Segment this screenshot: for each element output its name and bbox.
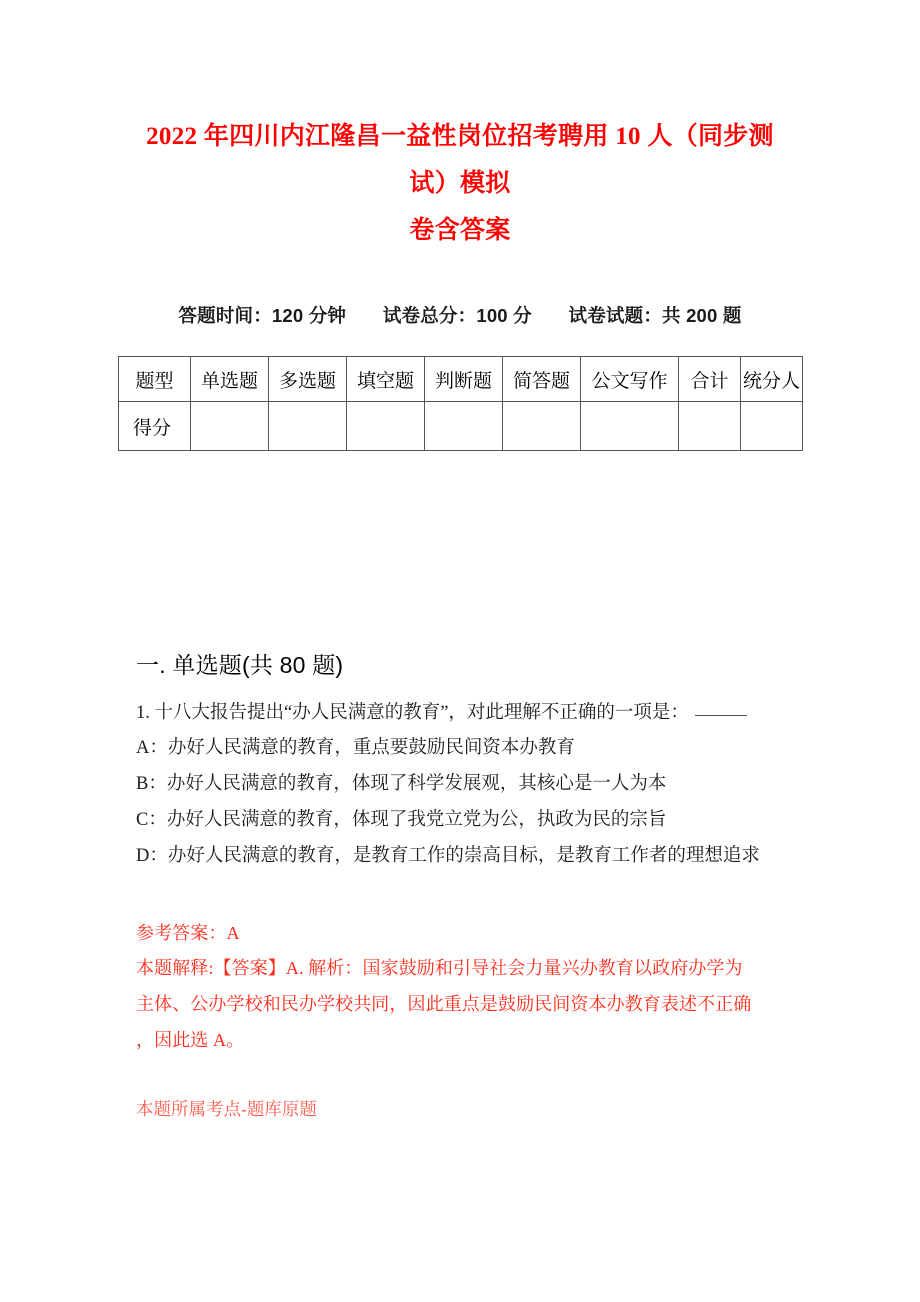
explanation-line: 主体、公办学校和民办学校共同，因此重点是鼓励民间资本办教育表述不正确: [136, 994, 752, 1014]
section-heading-single-choice: 一. 单选题(共 80 题): [136, 652, 344, 678]
table-row-header: [119, 357, 803, 402]
table-row-label-score: 得分: [119, 402, 191, 451]
question-option-c[interactable]: C：办好人民满意的教育，体现了我党立党为公，执政为民的宗旨: [136, 810, 667, 830]
table-header-cell: 统分人: [741, 357, 803, 402]
score-cell-official-writing[interactable]: [581, 402, 679, 451]
question-option-a[interactable]: A：办好人民满意的教育，重点要鼓励民间资本办教育: [136, 738, 575, 758]
exam-question-count: 试卷试题：共 200 题: [568, 305, 742, 326]
document-title: [0, 0, 920, 254]
score-cell-single-choice[interactable]: [191, 402, 269, 451]
score-cell-grader[interactable]: [741, 402, 803, 451]
score-cell-multi-choice[interactable]: [269, 402, 347, 451]
explanation-line: ，因此选 A。: [136, 1030, 245, 1050]
answer-blank-underline[interactable]: [695, 715, 747, 716]
exam-meta: [0, 302, 920, 328]
question-option-b[interactable]: B：办好人民满意的教育，体现了科学发展观，其核心是一人为本: [136, 774, 667, 794]
score-table-container: [0, 356, 920, 451]
question-block: [0, 696, 920, 874]
answer-area: [0, 916, 920, 1058]
table-header-cell: 公文写作: [581, 357, 679, 402]
table-header-cell: 题型: [119, 357, 191, 402]
table-row: [119, 402, 803, 451]
document-title-line-2: 卷含答案: [409, 217, 511, 244]
question-stem: [136, 696, 790, 730]
table-header-cell: 单选题: [191, 357, 269, 402]
score-cell-total[interactable]: [679, 402, 741, 451]
exam-duration: 答题时间：120 分钟: [178, 305, 347, 326]
reference-answer: 参考答案：A: [136, 923, 240, 943]
exam-total-points: 试卷总分：100 分: [382, 305, 532, 326]
score-cell-true-false[interactable]: [425, 402, 503, 451]
score-cell-fill-blank[interactable]: [347, 402, 425, 451]
table-header-cell: 判断题: [425, 357, 503, 402]
explanation-line: 本题解释:【答案】A. 解析：国家鼓励和引导社会力量兴办教育以政府办学为: [136, 958, 743, 978]
question-stem-text: 1. 十八大报告提出“办人民满意的教育”，对此理解不正确的一项是：: [136, 703, 689, 723]
question-option-d[interactable]: D：办好人民满意的教育，是教育工作的崇高目标，是教育工作者的理想追求: [136, 846, 760, 866]
score-cell-short-answer[interactable]: [503, 402, 581, 451]
table-header-cell: 简答题: [503, 357, 581, 402]
table-header-cell: 填空题: [347, 357, 425, 402]
knowledge-point: 本题所属考点-题库原题: [136, 1099, 317, 1119]
table-header-cell: 合计: [679, 357, 741, 402]
score-table: [118, 356, 803, 451]
document-title-line-1: 2022 年四川内江隆昌一益性岗位招考聘用 10 人（同步测试）模拟: [146, 123, 774, 197]
table-header-cell: 多选题: [269, 357, 347, 402]
